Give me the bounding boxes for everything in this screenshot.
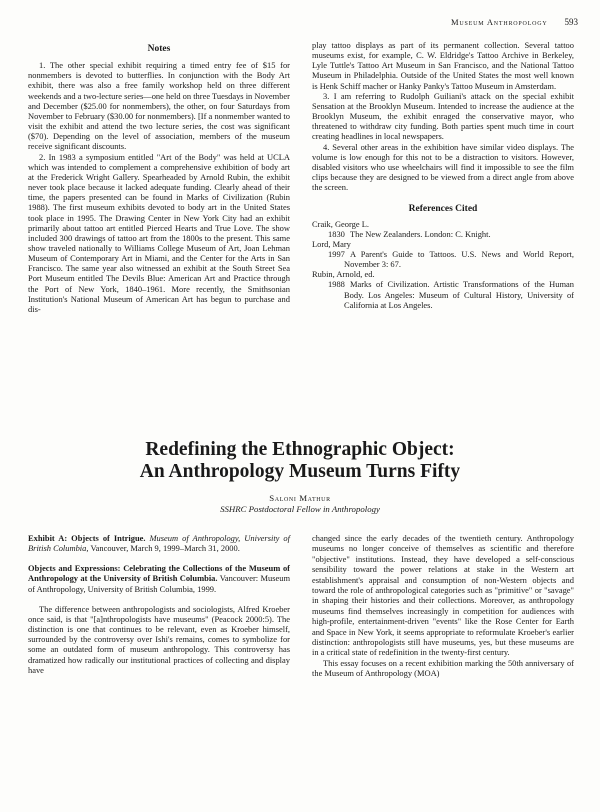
reference-author: Craik, George L. bbox=[312, 218, 370, 229]
catalogue-citation bbox=[28, 563, 290, 593]
body-paragraph: The difference between anthropologists and sociologists, Alfred Kroeber once said, is that "[a]nthropologists have museums" (Peacock 2000:5). The distinction is one that continues to be relevant, even as Kroeber himself, surrounded by the controversy over Ishi's remains, comes to symbolize for some an outdated form of museum anthropology. This controversy has dramatized how radically our institutional practices of collecting and display have bbox=[28, 603, 290, 675]
journal-name: Museum Anthropology bbox=[451, 17, 548, 27]
byline bbox=[0, 493, 600, 515]
note-paragraph: play tattoo displays as part of its permanent collection. Several tattoo museums exist, for example, C. W. Eldridge's Tattoo Archive in Berkeley, Lyle Tuttle's Tattoo Art Museum in San Francisco, and the National Tattoo Museum in Philadelphia. Outside of the United States the most well known is Henk Schiff macher or Hanky Panky's Tattoo Museum in Amsterdam. bbox=[312, 40, 574, 91]
exhibit-details: Vancouver, March 9, 1999–March 31, 2000. bbox=[90, 543, 240, 554]
notes-heading: Notes bbox=[147, 44, 171, 54]
body-paragraph: This essay focuses on a recent exhibition marking the 50th anniversary of the Museum of Anthropology (MOA) bbox=[312, 657, 574, 679]
reference-year: 1997 bbox=[328, 248, 345, 259]
article-left-column bbox=[28, 533, 290, 675]
reference-year: 1988 bbox=[328, 279, 345, 290]
reference-citation: A Parent's Guide to Tattoos. U.S. News and World Report, November 3: 67. bbox=[344, 248, 574, 270]
exhibit-citation bbox=[28, 533, 290, 553]
reference-year: 1830 bbox=[328, 228, 345, 239]
note-paragraph: 3. I am referring to Rudolph Guiliani's attack on the special exhibit Sensation at the Brooklyn Museum. Intended to increase the audience at the Brooklyn Museum, the exhibit enraged the conservative mayor, who threatened to withdraw city funding. Both parties spent much time in court creating headlines in local newspapers. bbox=[312, 90, 574, 142]
references-heading: References Cited bbox=[408, 204, 478, 215]
notes-left-column bbox=[28, 40, 290, 314]
notes-right-column bbox=[312, 40, 574, 310]
article-title bbox=[0, 439, 600, 483]
note-paragraph: 4. Several other areas in the exhibition have similar video displays. The volume is low enough for this not to be a distraction to visitors. However, disabled visitors who use wheelchairs will find it impossible to see the film clips because they are designed to be viewed from a direct angle from above the screen. bbox=[312, 141, 574, 193]
reference-item bbox=[312, 269, 574, 310]
reference-author: Lord, Mary bbox=[312, 238, 351, 249]
catalogue-details: Vancouver: Museum of Anthropology, University of British Columbia, 1999. bbox=[28, 573, 291, 594]
references-list bbox=[312, 219, 574, 310]
page-number: 593 bbox=[564, 17, 578, 27]
reference-item bbox=[312, 239, 574, 269]
article-right-column bbox=[312, 533, 574, 679]
exhibit-label: Exhibit A: Objects of Intrigue. bbox=[28, 533, 146, 543]
body-paragraph: changed since the early decades of the twentieth century. Anthropology museums no longer conceive of themselves as scientific and therefore "objective" institutions. Instead, they have developed a self-conscious sensibility toward the power relations at stake in the Western art establishment's appraisal and consumption of non-Western objects and toward the role of anthropological categories such as "primitive" or "savage" in shaping their histories and their collections. Moreover, as anthropology museums find themselves increasingly in competition for audiences with high-profile, entertainment-driven "events" like the Rose Center for Earth and Space in New York, it seems appropriate to reformulate Kroeber's earlier distinction: anthropologists still have museums, yes, but these museums are in a critical state of redefinition in the twenty-first century. bbox=[312, 533, 574, 658]
reference-author: Rubin, Arnold, ed. bbox=[312, 269, 375, 280]
note-paragraph: 2. In 1983 a symposium entitled "Art of the Body" was held at UCLA which was intended to complement a comprehensive exhibition of body art at the Frederick Wright Gallery. Spearheaded by Arnold Rubin, the exhibit never took place because it lacked adequate funding. Clearly ahead of their time, the papers presented can be found in Marks of Civilization (Rubin 1988). The first museum exhibits devoted to body art in the United States took place in 1995. The Drawing Center in New York City had an exhibit primarily about tattoo art entitled Pierced Hearts and True Love. The show included 300 drawings of tattoo art from the 1800s to the present. This same show traveled nationally to Williams College Museum of Art, Joan Lehman Museum of Contemporary Art in Miami, and the Center for the Arts in San Francisco. The same year also witnessed an exhibit at the South Street Sea Port Museum entitled The Devils Blue: American Art and Practice through the Port of New York, 1840–1961. More recently, the Smithsonian Institution's National Museum of American Art has begun to purchase and dis- bbox=[28, 151, 290, 314]
reference-citation: Marks of Civilization. Artistic Transformations of the Human Body. Los Angeles: Museum of Cultural History, University of California at Los Angeles. bbox=[344, 279, 574, 310]
author-affiliation: SSHRC Postdoctoral Fellow in Anthropology bbox=[220, 504, 380, 514]
reference-item bbox=[312, 219, 574, 239]
article-title-line: Redefining the Ethnographic Object: bbox=[145, 439, 455, 460]
catalogue-label: Objects and Expressions: Celebrating the Collections of the Museum of Anthropology at the University of British Columbia. bbox=[28, 563, 290, 584]
article-title-line: An Anthropology Museum Turns Fifty bbox=[139, 461, 461, 482]
running-head bbox=[278, 17, 578, 27]
reference-citation: The New Zealanders. London: C. Knight. bbox=[350, 228, 491, 239]
exhibit-venue: Museum of Anthropology, University of British Columbia, bbox=[28, 533, 290, 554]
author-name: Saloni Mathur bbox=[269, 493, 331, 503]
note-paragraph: 1. The other special exhibit requiring a timed entry fee of $15 for nonmembers is devoted to butterflies. In conjunction with the Body Art exhibit, there was also a free family workshop held on three different weekends and a two-lecture series—one held on three Tuesdays in November and December ($25.00 for nonmembers), the other, on four Saturdays from November to February ($30.00 for nonmembers). [If a nonmember wanted to visit the exhibit and attend the two lecture series, the cost was significant ($70). Depending on the level of association, members of the museum receive significant discounts. bbox=[28, 60, 290, 152]
